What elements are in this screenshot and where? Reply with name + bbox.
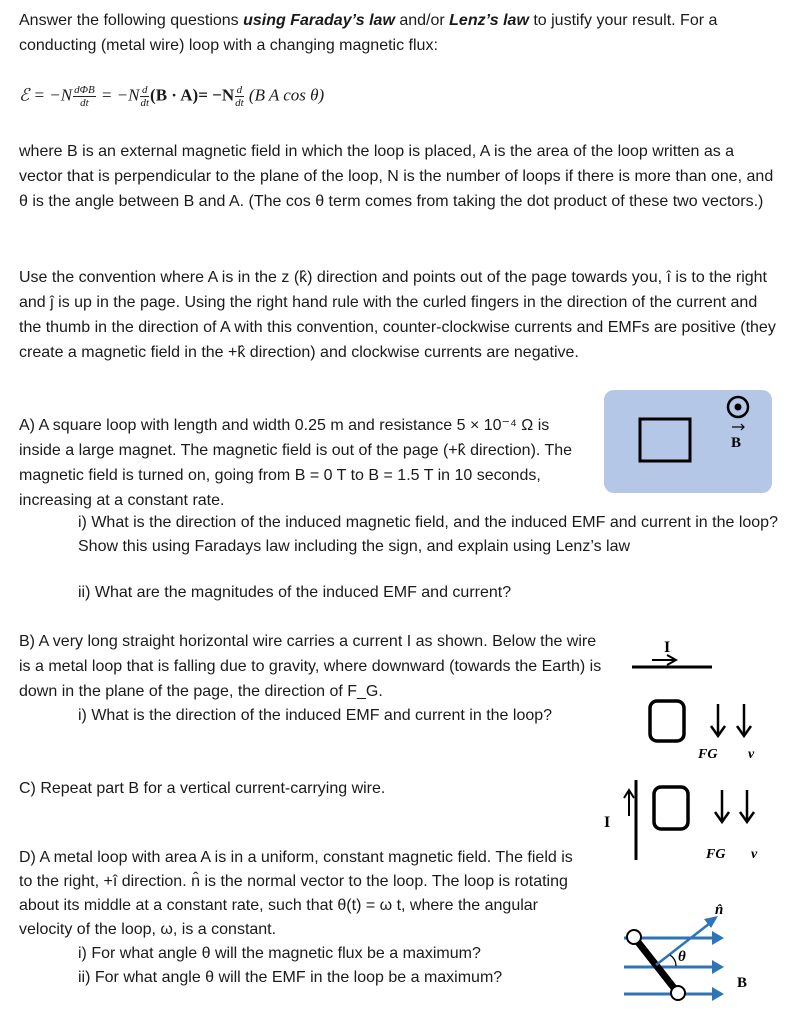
eq-mid-1: = −N bbox=[96, 85, 140, 105]
eq-den-1: dt bbox=[80, 97, 89, 109]
normal-label: n̂ bbox=[715, 902, 724, 918]
eq-frac-3 bbox=[235, 84, 244, 109]
eq-num-1: dΦB bbox=[74, 84, 95, 96]
intro-lead: Answer the following questions bbox=[19, 12, 244, 29]
eq-lhs: ℰ = −N bbox=[19, 85, 73, 105]
part-d-q1: i) For what angle θ will the magnetic flux be a maximum? bbox=[78, 945, 481, 962]
part-a-q2: ii) What are the magnitudes of the induced EMF and current? bbox=[78, 584, 512, 601]
wire-current-label: I bbox=[664, 639, 671, 656]
falling-loop bbox=[650, 701, 684, 741]
part-d-q2: ii) For what angle θ will the EMF in the loop be a maximum? bbox=[78, 969, 503, 986]
velocity-label: v bbox=[748, 747, 755, 762]
field-arrowhead-icon bbox=[712, 931, 724, 945]
field-label: B bbox=[731, 435, 742, 451]
part-a-q1: i) What is the direction of the induced magnetic field, and the induced EMF and current in the loop? Show this using Faradays law including the sign, and explain using Lenz’s law bbox=[78, 514, 778, 555]
eq-frac-1 bbox=[73, 84, 96, 109]
field-dot-icon bbox=[735, 404, 742, 411]
wire-current-label: I bbox=[604, 814, 611, 831]
velocity-label: v bbox=[751, 847, 758, 862]
part-c-figure bbox=[598, 770, 773, 866]
part-d-figure bbox=[612, 895, 772, 1015]
part-b-text: B) A very long straight horizontal wire carries a current I as shown. Below the wire is a metal loop that is falling due to gravity, where downward (towards the Earth) is down in the plane of the page, the direction of F_G. bbox=[19, 633, 602, 700]
part-a-figure bbox=[604, 390, 774, 494]
eq-tail: (B A cos θ) bbox=[244, 85, 325, 105]
definitions-paragraph: where B is an external magnetic field in which the loop is placed, A is the area of the loop written as a vector that is perpendicular to the plane of the loop, N is the number of loops if there is more than one, and θ is the angle between B and A. (The cos θ term comes from taking the dot product of these two vectors.) bbox=[19, 143, 774, 210]
eq-den-3: dt bbox=[235, 97, 244, 109]
angle-arc bbox=[670, 955, 676, 966]
eq-num-2: d bbox=[142, 84, 148, 96]
part-b-figure bbox=[620, 632, 770, 766]
intro-paragraph bbox=[19, 8, 781, 58]
intro-emph-faraday: using Faraday’s law bbox=[243, 12, 395, 29]
force-label: FG bbox=[698, 747, 718, 762]
field-arrowhead-icon bbox=[712, 960, 724, 974]
pivot-top bbox=[627, 930, 641, 944]
field-label: B bbox=[737, 975, 748, 991]
force-label: FG bbox=[706, 847, 726, 862]
eq-num-3: d bbox=[236, 84, 243, 96]
eq-dot-product: (B · A)= −N bbox=[150, 85, 235, 105]
faraday-equation bbox=[19, 84, 324, 109]
part-b-q1: i) What is the direction of the induced EMF and current in the loop? bbox=[78, 707, 553, 724]
intro-mid: and/or bbox=[394, 12, 450, 29]
part-d-text: D) A metal loop with area A is in a uniform, constant magnetic field. The field is to the right, +î direction. n̂ is the normal vector to the loop. The loop is rotating about its middle at a constant rate, such that θ(t) = ω t, where the angular velocity of the loop, ω, is a constant. bbox=[19, 849, 573, 938]
intro-tail: to justify your result. For a conducting (metal wire) loop with a changing magnetic flux: bbox=[19, 12, 718, 54]
part-c-text: C) Repeat part B for a vertical current-carrying wire. bbox=[19, 780, 386, 797]
eq-frac-2 bbox=[140, 84, 149, 109]
part-a-text: A) A square loop with length and width 0.25 m and resistance 5 × 10⁻⁴ Ω is inside a large magnet. The magnetic field is out of the page (+k̂ direction). The magnetic field is turned on, going from B = 0 T to B = 1.5 T in 10 seconds, increasing at a constant rate. bbox=[19, 417, 573, 509]
intro-emph-lenz: Lenz’s law bbox=[449, 12, 529, 29]
convention-paragraph: Use the convention where A is in the z (k̂) direction and points out of the page towards you, î is to the right and ĵ is up in the page. Using the right hand rule with the curled fingers in the direction of the current and the thumb in the direction of A with this convention, counter-clockwise currents and EMFs are positive (they create a magnetic field in the +k̂ direction) and clockwise currents are negative. bbox=[19, 269, 776, 361]
eq-den-2: dt bbox=[140, 97, 150, 109]
angle-label: θ bbox=[678, 949, 686, 965]
field-arrowhead-icon bbox=[712, 987, 724, 1001]
falling-loop bbox=[654, 787, 688, 829]
pivot-bottom bbox=[671, 986, 685, 1000]
